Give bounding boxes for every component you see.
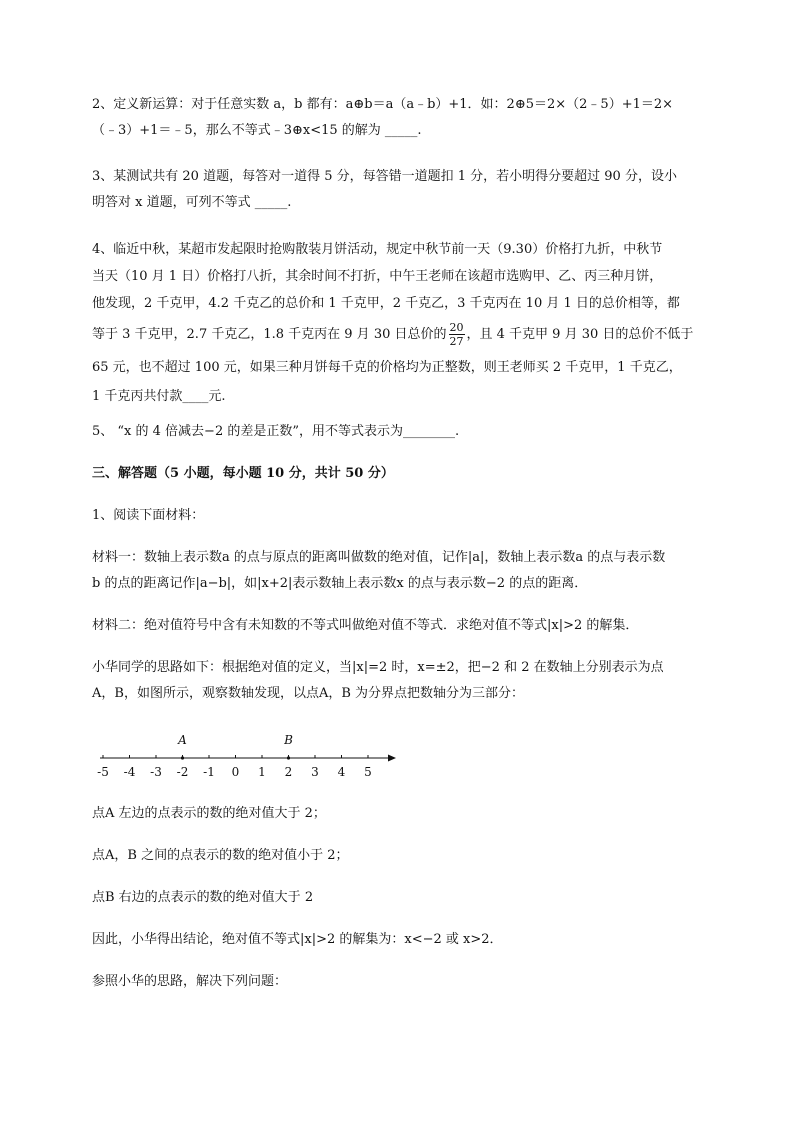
number-line-tick-labels xyxy=(97,765,372,779)
section-3-title: 三、解答题（5 小题，每小题 10 分，共计 50 分） xyxy=(92,466,394,481)
question-3 xyxy=(92,164,744,216)
a1-intro: 1、阅读下面材料： xyxy=(92,508,205,523)
number-line-tick-label: 5 xyxy=(364,765,372,779)
number-line-tick-label: -4 xyxy=(123,765,136,779)
question-4 xyxy=(92,236,744,411)
q4-line-4b: ，且 4 千克甲 9 月 30 日的总价不低于 xyxy=(466,327,694,342)
material-2-line-1: 材料二：绝对值符号中含有未知数的不等式叫做绝对值不等式．求绝对值不等式|x|>2 的解集． xyxy=(92,618,639,633)
q2-line-1: 2、定义新运算：对于任意实数 a，b 都有：a⊕b＝a（a﹣b）+1．如：2⊕5＝2×（2﹣5）+1＝2× xyxy=(92,97,674,112)
part-1: 点A 左边的点表示的数的绝对值大于 2； xyxy=(92,806,326,821)
q4-line-2: 当天（10 月 1 日）价格打八折，其余时间不打折，中午王老师在该超市选购甲、乙、丙三种月饼， xyxy=(92,269,663,284)
material-1 xyxy=(92,545,744,597)
number-line-tick-label: 2 xyxy=(284,765,293,779)
fraction-numerator: 20 xyxy=(449,321,464,334)
part-2: 点A，B 之间的点表示的数的绝对值小于 2； xyxy=(92,848,349,863)
q4-line-5: 65 元，也不超过 100 元，如果三种月饼每千克的价格均为正整数，则王老师买 2 千克甲，1 千克乙， xyxy=(92,360,682,375)
number-line-tick-label: -3 xyxy=(150,765,162,779)
point-a-dot xyxy=(181,756,184,759)
number-line-tick-label: 1 xyxy=(258,765,266,779)
xiaohua-approach xyxy=(92,655,744,707)
question-5 xyxy=(92,419,744,445)
material-1-line-1: 材料一：数轴上表示数a 的点与原点的距离叫做数的绝对值，记作|a|，数轴上表示数a 的点与表示数 xyxy=(92,550,666,565)
number-line-tick-label: -1 xyxy=(203,765,215,779)
part-3: 点B 右边的点表示的数的绝对值大于 2 xyxy=(92,890,314,905)
point-a-left xyxy=(92,801,744,827)
number-line-tick-label: 4 xyxy=(337,765,346,779)
point-b-right xyxy=(92,885,744,911)
q4-line-4a: 等于 3 千克甲，2.7 千克乙，1.8 千克丙在 9 月 30 日总价的 xyxy=(92,327,447,342)
number-line-tick-label: 0 xyxy=(231,765,240,779)
number-line-tick-label: -5 xyxy=(97,765,109,779)
q4-line-1: 4、临近中秋，某超市发起限时抢购散装月饼活动，规定中秋节前一天（9.30）价格打九折，中秋节 xyxy=(92,242,663,257)
q4-line-4 xyxy=(92,317,744,353)
number-line-tick-label: 3 xyxy=(311,765,319,779)
xiaohua-line-1: 小华同学的思路如下：根据绝对值的定义，当|x|=2 时，x=±2，把−2 和 2 在数轴上分别表示为点 xyxy=(92,660,664,675)
material-2 xyxy=(92,613,744,639)
fraction-denominator: 27 xyxy=(449,335,464,348)
xiaohua-line-2: A，B，如图所示，观察数轴发现，以点A，B 为分界点把数轴分为三部分： xyxy=(92,686,525,701)
question-2 xyxy=(92,92,744,144)
point-a-label: A xyxy=(178,733,187,747)
number-line-figure xyxy=(92,732,412,782)
conclusion xyxy=(92,927,744,953)
q3-line-2: 明答对 x 道题，可列不等式 _____. xyxy=(92,195,292,210)
number-line-arrow xyxy=(388,755,396,762)
q4-line-6: 1 千克丙共付款____元. xyxy=(92,389,226,404)
point-a-b-between xyxy=(92,843,744,869)
section-3-header xyxy=(92,461,744,487)
q2-line-2: （﹣3）+1＝﹣5，那么不等式﹣3⊕x<15 的解为 _____. xyxy=(92,123,422,138)
q3-line-1: 3、某测试共有 20 道题，每答对一道得 5 分，每答错一道题扣 1 分，若小明得分要超过 90 分，设小 xyxy=(92,169,677,184)
material-1-line-2: b 的点的距离记作|a−b|，如|x+2|表示数轴上表示数x 的点与表示数−2 的点的距离． xyxy=(92,576,588,591)
number-line-ticks xyxy=(103,755,368,760)
q4-line-3: 他发现，2 千克甲，4.2 千克乙的总价和 1 千克甲，2 千克乙，3 千克丙在 10 月 1 日的总价相等，都 xyxy=(92,296,680,311)
q5-line-1: 5、 “x 的 4 倍减去−2 的差是正数”，用不等式表示为________. xyxy=(92,424,460,439)
reference xyxy=(92,969,744,995)
number-line-tick-label: -2 xyxy=(176,765,189,779)
fraction xyxy=(449,321,465,348)
reference-line: 参照小华的思路，解决下列问题： xyxy=(92,974,288,989)
point-b-dot xyxy=(287,756,290,759)
answer-1-intro xyxy=(92,503,744,529)
conclusion-line: 因此，小华得出结论，绝对值不等式|x|>2 的解集为：x<−2 或 x>2． xyxy=(92,932,503,947)
point-b-label: B xyxy=(284,733,293,747)
